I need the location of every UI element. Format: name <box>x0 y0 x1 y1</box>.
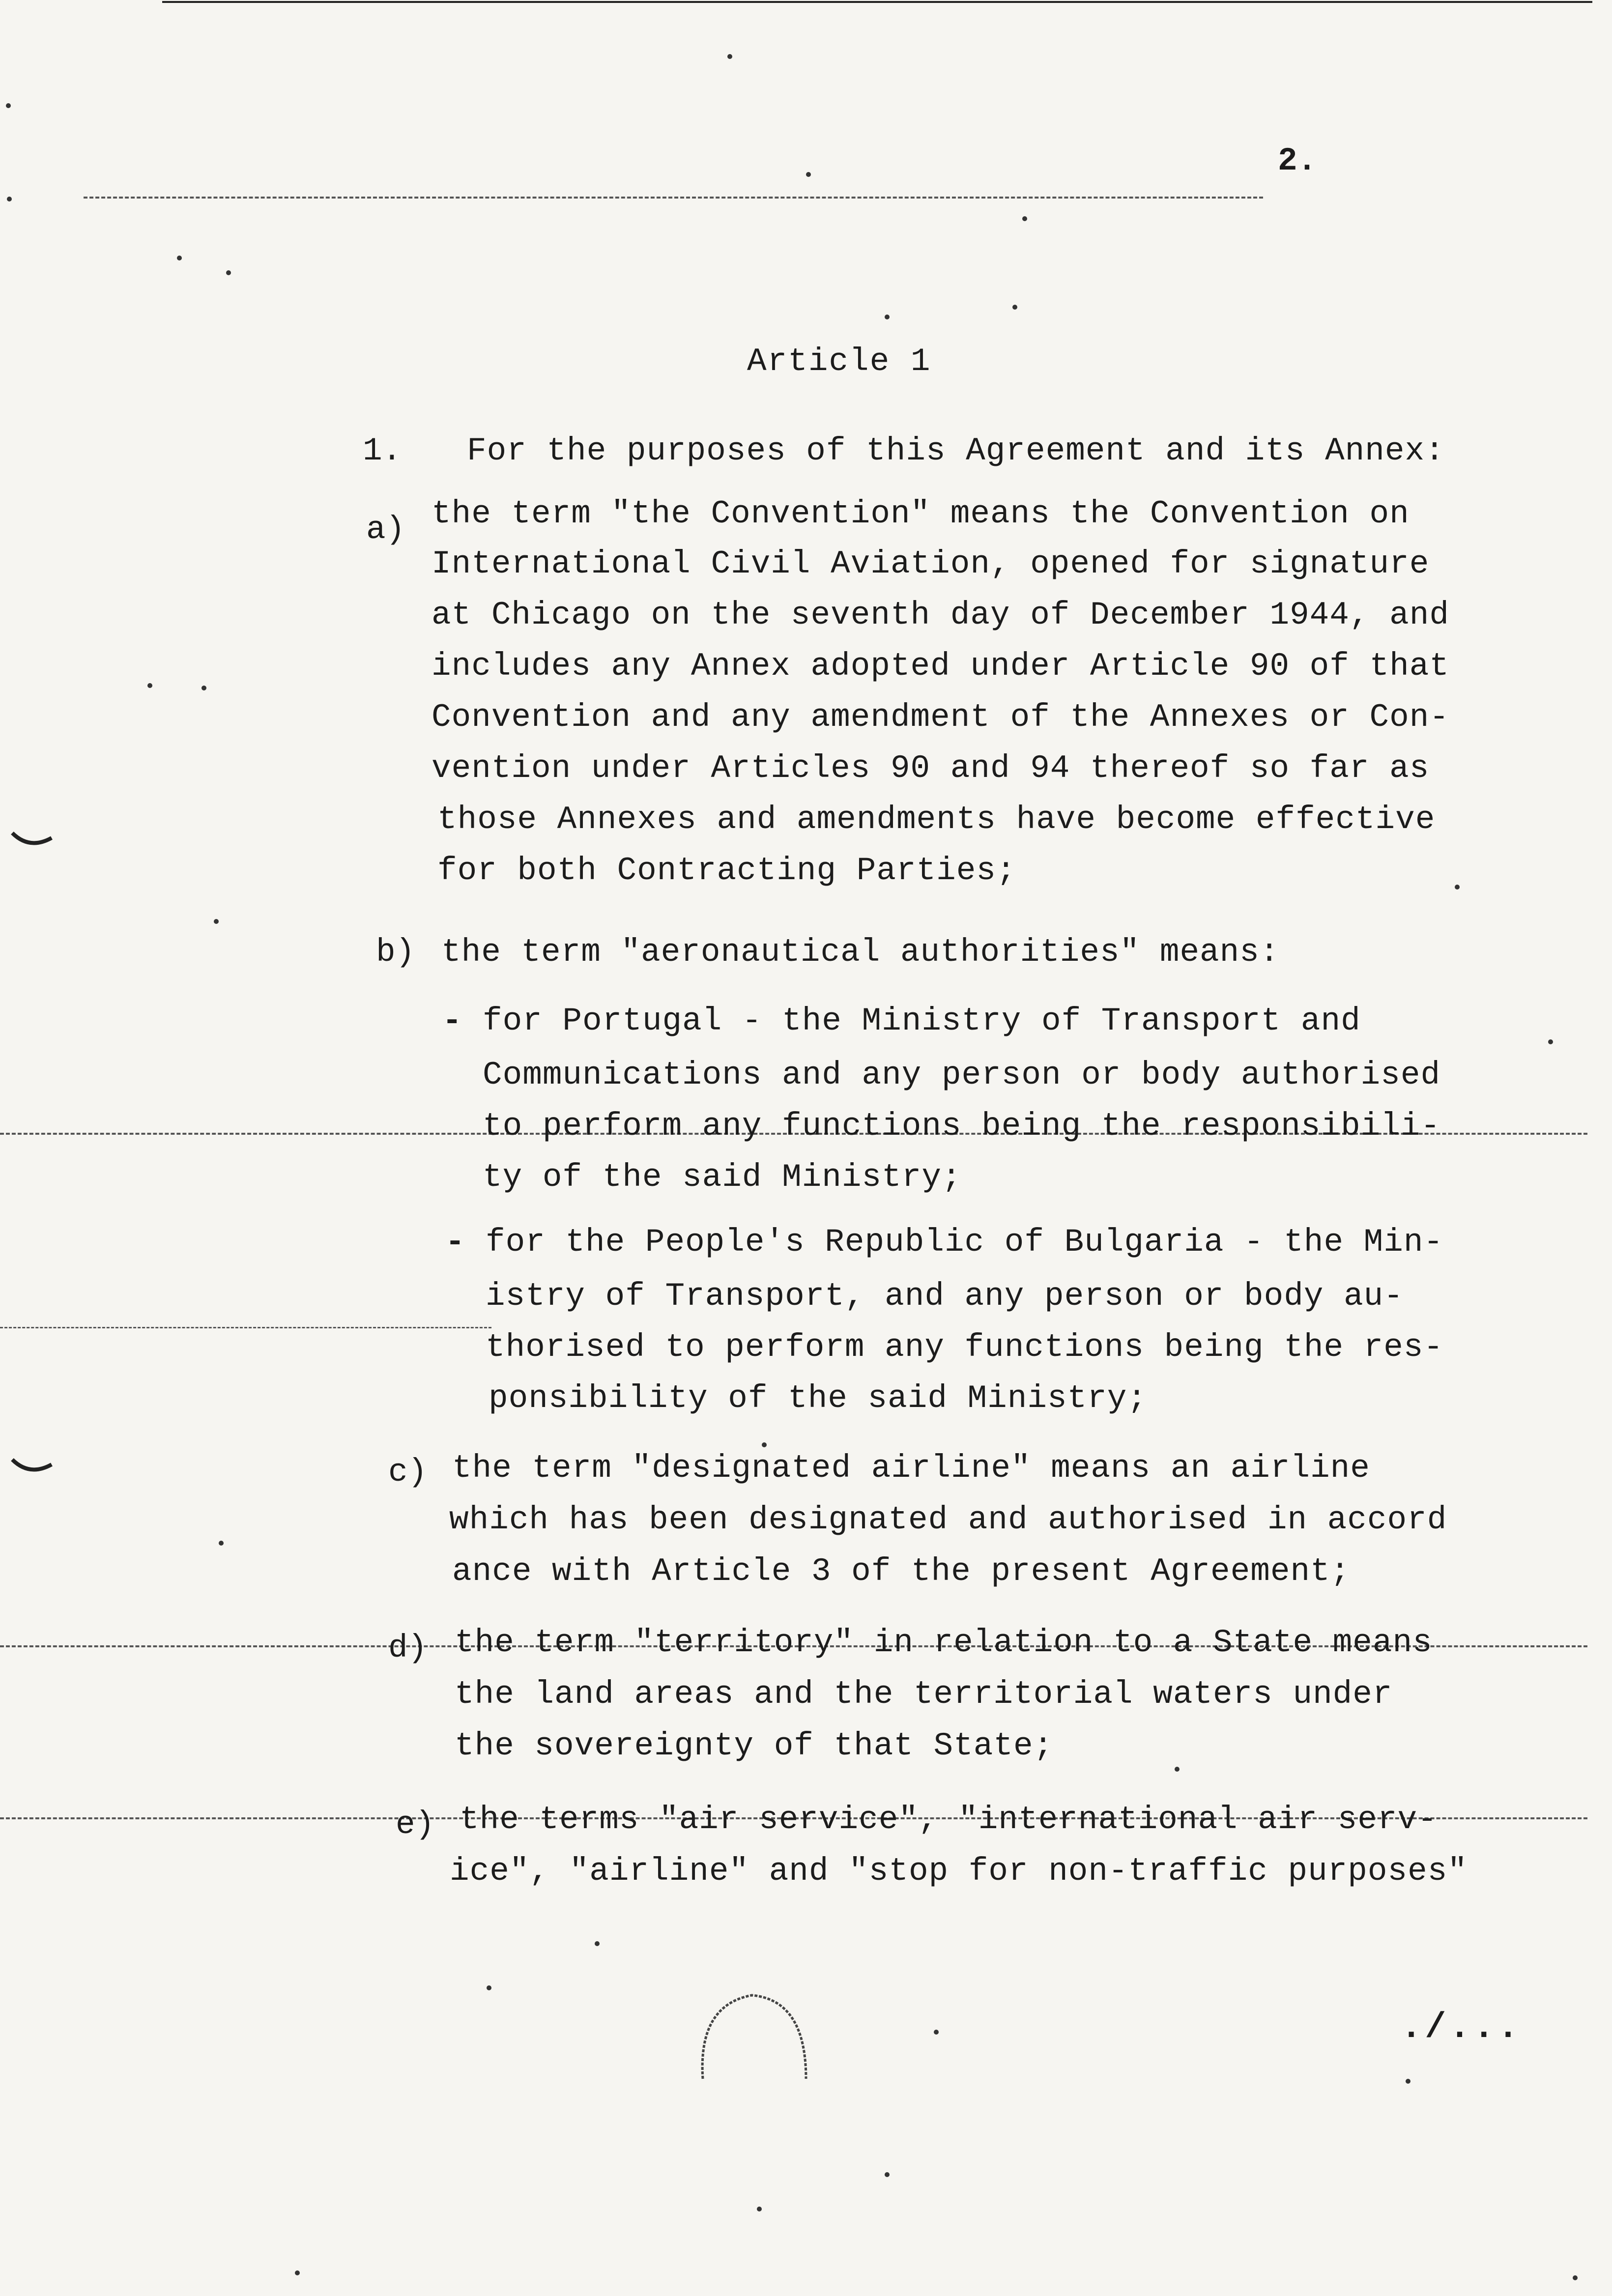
speck <box>214 919 219 924</box>
item-e-line-2: ice", "airline" and "stop for non-traffic purposes" <box>450 1853 1468 1890</box>
portugal-line-1: for Portugal - the Ministry of Transport and <box>483 1003 1361 1039</box>
speck <box>806 172 811 177</box>
item-a-line-6: vention under Articles 90 and 94 thereof so far as <box>432 750 1430 787</box>
speck <box>219 1541 224 1546</box>
paragraph-intro: For the purposes of this Agreement and its Annex: <box>467 432 1445 469</box>
item-label-c: c) <box>388 1454 428 1491</box>
item-a-line-8: for both Contracting Parties; <box>437 852 1016 889</box>
item-a-line-4: includes any Annex adopted under Article 90 of that <box>432 648 1449 685</box>
item-c-line-2: which has been designated and authorised in accord <box>449 1501 1447 1538</box>
item-d-line-2: the land areas and the territorial waters under <box>455 1676 1393 1713</box>
speck <box>1406 2079 1410 2084</box>
page-number: 2. <box>1278 143 1317 179</box>
bulgaria-line-2: istry of Transport, and any person or body au- <box>486 1278 1404 1315</box>
speck <box>487 1985 491 1990</box>
sub-item-dash-bulgaria: - <box>445 1224 465 1261</box>
item-d-line-1: the term "territory" in relation to a State means <box>455 1624 1433 1661</box>
speck <box>202 686 206 690</box>
bulgaria-line-4: ponsibility of the said Ministry; <box>489 1380 1148 1417</box>
portugal-line-4: ty of the said Ministry; <box>483 1159 962 1196</box>
speck <box>885 2172 890 2177</box>
speck <box>757 2207 762 2211</box>
item-label-e: e) <box>396 1806 435 1843</box>
bulgaria-line-1: for the People's Republic of Bulgaria - the Min- <box>486 1224 1444 1261</box>
item-a-line-5: Convention and any amendment of the Annexes or Con- <box>432 699 1449 736</box>
speck <box>177 256 182 260</box>
sub-item-dash-portugal: - <box>442 1003 462 1039</box>
speck <box>6 103 11 108</box>
stamp-arc-mark <box>688 1985 816 2084</box>
item-a-line-3: at Chicago on the seventh day of December 1944, and <box>432 597 1449 633</box>
speck <box>885 315 890 319</box>
item-a-line-7: those Annexes and amendments have become effective <box>437 801 1436 838</box>
item-c-line-1: the term "designated airline" means an airline <box>452 1450 1370 1487</box>
item-a-line-2: International Civil Aviation, opened for signature <box>432 545 1430 582</box>
scan-dashed-line-top <box>84 197 1263 199</box>
item-label-a: a) <box>366 511 405 548</box>
speck <box>934 2030 939 2035</box>
margin-tick-mark-2 <box>10 1452 54 1482</box>
top-border-rule <box>162 1 1592 3</box>
margin-tick-mark-1 <box>10 826 54 855</box>
speck <box>1012 305 1017 310</box>
portugal-line-2: Communications and any person or body authorised <box>483 1057 1441 1093</box>
speck <box>1022 216 1027 221</box>
speck <box>1573 2275 1578 2280</box>
article-title: Article 1 <box>747 343 931 380</box>
item-label-d: d) <box>388 1630 428 1666</box>
item-label-b: b) <box>376 934 415 971</box>
bulgaria-line-3: thorised to perform any functions being the res- <box>486 1329 1444 1366</box>
speck <box>1175 1767 1180 1772</box>
speck <box>226 270 231 275</box>
speck <box>727 54 732 59</box>
speck <box>1455 885 1460 890</box>
continuation-marker: ./... <box>1401 2008 1522 2048</box>
item-e-line-1: the terms "air service", "international air serv- <box>460 1801 1438 1838</box>
item-c-line-3: ance with Article 3 of the present Agreement; <box>452 1553 1351 1590</box>
portugal-line-3: to perform any functions being the responsibili- <box>483 1108 1441 1145</box>
item-b-line-1: the term "aeronautical authorities" means: <box>441 934 1280 971</box>
item-d-line-3: the sovereignty of that State; <box>455 1727 1054 1764</box>
speck <box>762 1442 767 1447</box>
speck <box>295 2270 300 2275</box>
speck <box>1548 1039 1553 1044</box>
speck <box>147 683 152 688</box>
speck <box>7 197 12 201</box>
speck <box>595 1941 600 1946</box>
item-a-line-1: the term "the Convention" means the Convention on <box>432 495 1410 532</box>
scan-dashed-line-mid <box>0 1327 491 1328</box>
paragraph-number: 1. <box>363 432 402 469</box>
